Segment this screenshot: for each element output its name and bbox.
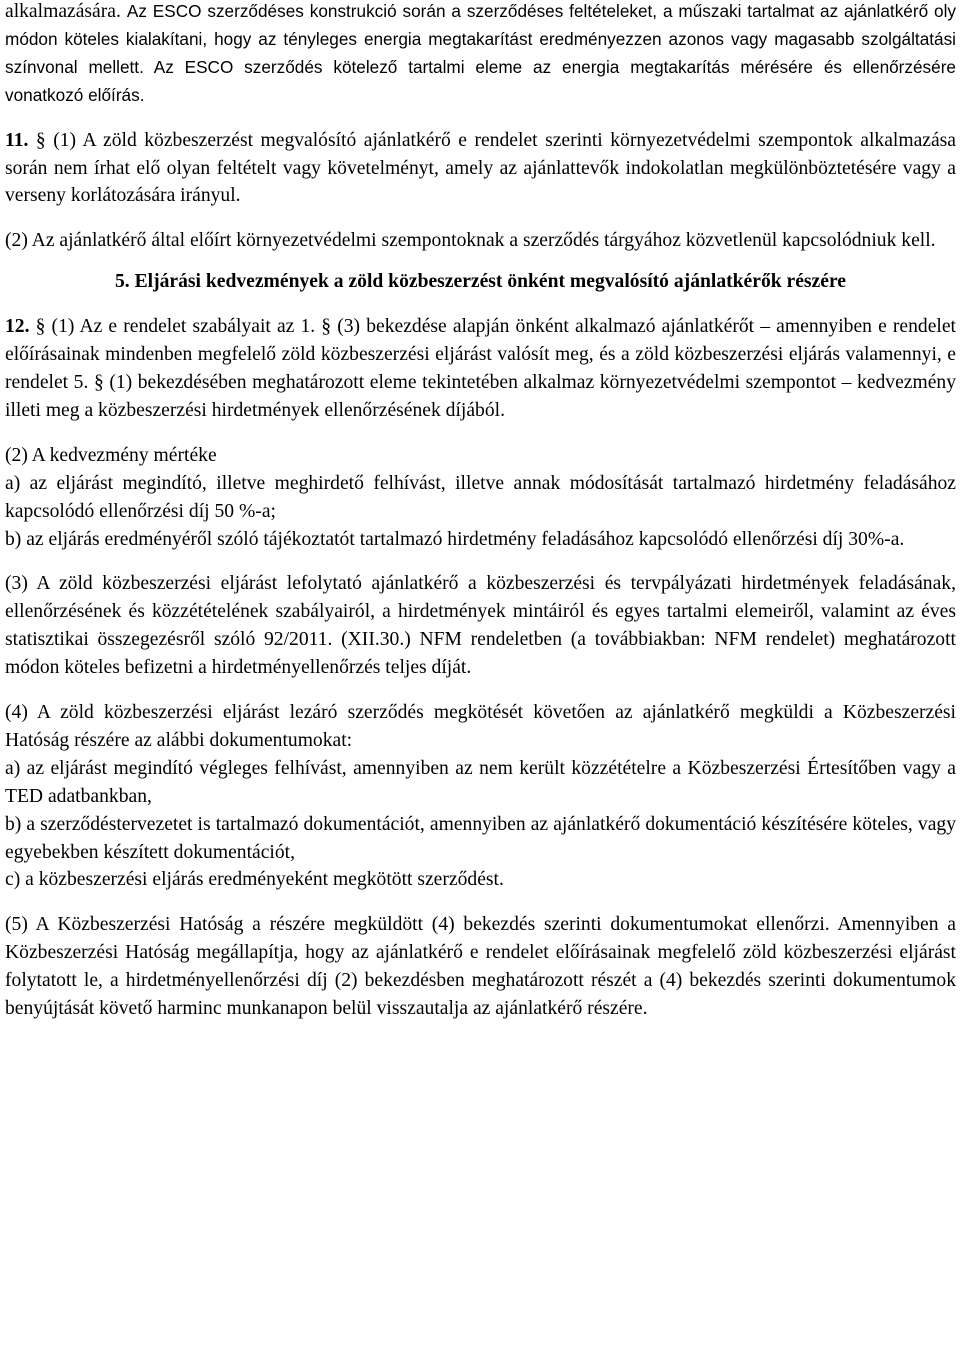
section-12-paragraph-1 [5,313,956,425]
section-11-number: 11. [5,129,29,151]
section-11-paragraph-1 [5,127,956,211]
section-12-paragraph-5: (5) A Közbeszerzési Hatóság a részére megküldött (4) bekezdés szerinti dokumentumokat ellenőrzi. Amennyiben a Közbeszerzési Hatóság megállapítja, hogy az ajánlatkérő e rendelet előírásainak megfelelő zöld közbeszerzési eljárást folytatott le, a hirdetményellenőrzési díj (2) bekezdésben meghatározott részét a (4) bekezdés szerinti dokumentumok benyújtását követő harminc munkanapon belül visszautalja az ajánlatkérő részére. [5,914,956,1020]
section-12-paragraph-3: (3) A zöld közbeszerzési eljárást lefolytató ajánlatkérő a közbeszerzési és tervpályázati hirdetmények feladásának, ellenőrzésének és közzétételének szabályairól, a hirdetmények mintáiról és egyes tartalmi elemeiről, valamint az éves statisztikai összegezésről szóló 92/2011. (XII.30.) NFM rendeletben (a továbbiakban: NFM rendelet) meghatározott módon köteles befizetni a hirdetményellenőrzés teljes díját. [5,573,956,679]
section-12-paragraph-2-lead: (2) A kedvezmény mértéke [5,444,217,466]
section-12-paragraph-4-item-b: b) a szerződéstervezetet is tartalmazó dokumentációt, amennyiben az ajánlatkérő dokumentáció készítésére köteles, vagy egyebekben készített dokumentációt, [5,813,956,863]
section-12-paragraph-4-item-a: a) az eljárást megindító végleges felhívást, amennyiben az nem került közzétételre a Közbeszerzési Értesítőben vagy a TED adatbankban, [5,757,956,807]
intro-text: Az ESCO szerződéses konstrukció során a szerződéses feltételeket, a műszaki tartalmat az ajánlatkérő oly módon köteles kialakítani, hogy az tényleges energia megtakarítást eredményezzen azonos vagy magasabb szolgáltatási színvonal mellett. Az ESCO szerződés kötelező tartalmi eleme az energia megtakarítás mérésére és ellenőrzésére vonatkozó előírás. [5,1,956,105]
section-12-paragraph-4-item-c: c) a közbeszerzési eljárás eredményeként megkötött szerződést. [5,869,504,891]
section-12-paragraph-2-item-b: b) az eljárás eredményéről szóló tájékoztatót tartalmazó hirdetmény feladásához kapcsolódó ellenőrzési díj 30%-a. [5,528,905,550]
section-12-number: 12. [5,316,30,338]
intro-first-word: alkalmazására. [5,1,121,22]
section-11-paragraph-2: (2) Az ajánlatkérő által előírt környezetvédelmi szempontoknak a szerződés tárgyához közvetlenül kapcsolódniuk kell. [5,230,936,252]
section-11-p1-text: § (1) A zöld közbeszerzést megvalósító ajánlatkérő e rendelet szerinti környezetvédelmi szempontok alkalmazása során nem írhat elő olyan feltételt vagy követelményt, amely az ajánlattevők indokolatlan megkülönböztetésére vagy a verseny korlátozására irányul. [5,129,956,207]
intro-paragraph [5,0,956,110]
section-12-paragraph-4-lead: (4) A zöld közbeszerzési eljárást lezáró szerződés megkötését követően az ajánlatkérő megküldi a Közbeszerzési Hatóság részére az alábbi dokumentumokat: [5,702,956,751]
section-12-p1-text: § (1) Az e rendelet szabályait az 1. § (3) bekezdése alapján önként alkalmazó ajánlatkérőt – amennyiben e rendelet előírásainak mindenben megfelelő zöld közbeszerzési eljárást valósít meg, és a zöld közbeszerzési eljárás valamennyi, e rendelet 5. § (1) bekezdésében meghatározott eleme tekintetében alkalmaz környezetvédelmi szempontot – kedvezmény illeti meg a közbeszerzési hirdetmények ellenőrzésének díjából. [5,316,956,421]
section-12-paragraph-2-item-a: a) az eljárást megindító, illetve meghirdető felhívást, illetve annak módosítását tartalmazó hirdetmény feladásához kapcsolódó ellenőrzési díj 50 %-a; [5,472,956,522]
chapter-5-heading: 5. Eljárási kedvezmények a zöld közbeszerzést önként megvalósító ajánlatkérők részére [114,271,846,293]
